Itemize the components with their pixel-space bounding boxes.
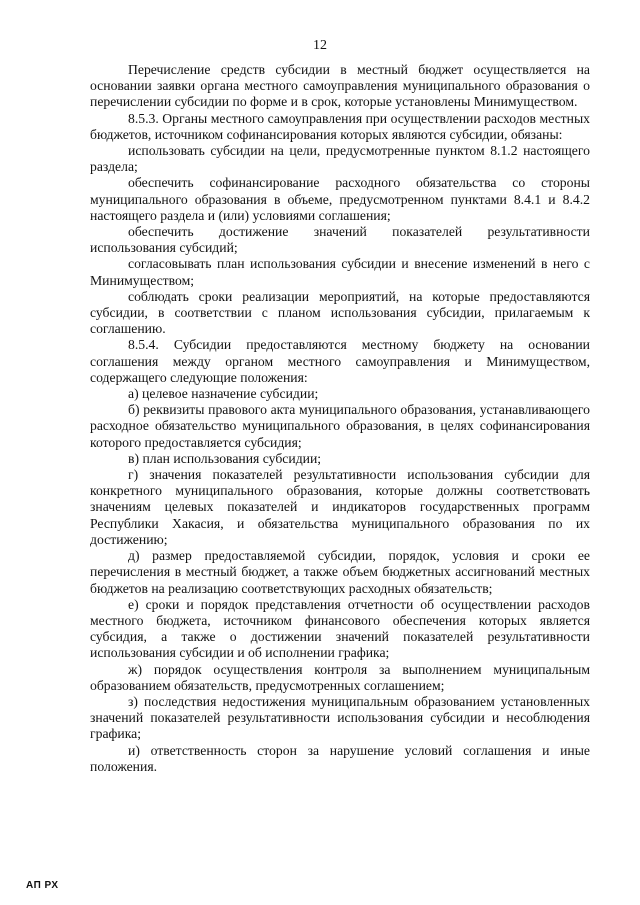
list-item-i: и) ответственность сторон за нарушение условий соглашения и иные положения. (90, 742, 590, 774)
paragraph-performance-indicators: обеспечить достижение значений показателей результативности использования субсидий; (90, 224, 590, 256)
list-item-v: в) план использования субсидии; (128, 450, 322, 466)
list-item-d: д) размер предоставляемой субсидии, порядок, условия и сроки ее перечисления в местный бюджет, а также объем бюджетных ассигнований местных бюджетов на реализацию соответствующих расходных обязательств; (90, 548, 590, 596)
document-body (90, 62, 590, 775)
paragraph-deadlines: соблюдать сроки реализации мероприятий, на которые предоставляются субсидии, в соответствии с планом использования субсидии, прилагаемым к соглашению. (90, 288, 590, 337)
list-item-a: а) целевое назначение субсидии; (128, 386, 319, 402)
paragraph-use-subsidy: использовать субсидии на цели, предусмотренные пунктом 8.1.2 настоящего раздела; (90, 143, 590, 175)
paragraph-8-5-4: 8.5.4. Субсидии предоставляются местному бюджету на основании соглашения между органом местного самоуправления и Минимуществом, содержащего следующие положения: (90, 337, 590, 385)
list-item-zh: ж) порядок осуществления контроля за выполнением муниципальным образованием обязательств, предусмотренных соглашением; (90, 661, 590, 693)
page-number: 12 (313, 38, 327, 53)
paragraph-transfer-procedure: Перечисление средств субсидии в местный бюджет осуществляется на основании заявки органа местного самоуправления муниципального образования о перечислении субсидии по форме и в срок, которые установлены Минимуществом. (90, 62, 590, 110)
list-item-e: е) сроки и порядок представления отчетности об осуществлении расходов местного бюджета, источником финансового обеспечения которых является субсидия, а также о достижении значений показателей результативности использования субсидии и об исполнении графика; (90, 596, 590, 661)
list-item-b: б) реквизиты правового акта муниципального образования, устанавливающего расходное обязательство муниципального образования, в целях софинансирования которого предоставляется субсидия; (90, 402, 590, 450)
paragraph-8-5-3: 8.5.3. Органы местного самоуправления при осуществлении расходов местных бюджетов, источником софинансирования которых являются субсидии, обязаны: (90, 110, 590, 142)
list-item-z: з) последствия недостижения муниципальным образованием установленных значений показателей результативности использования субсидии и несоблюдения графика; (90, 693, 590, 742)
list-item-g: г) значения показателей результативности использования субсидии для конкретного муниципального образования, которые должны соответствовать значениям целевых показателей и индикаторов государственных программ Республики Хакасия, и обязательства муниципального образования по их достижению; (90, 467, 590, 547)
paragraph-plan-approval: согласовывать план использования субсидии и внесение изменений в него с Минимуществом; (90, 256, 590, 288)
footer-mark: АП РХ (26, 880, 59, 891)
paragraph-cofinancing: обеспечить софинансирование расходного обязательства со стороны муниципального образования в объеме, предусмотренном пунктами 8.4.1 и 8.4.2 настоящего раздела и (или) условиями соглашения; (90, 175, 590, 223)
